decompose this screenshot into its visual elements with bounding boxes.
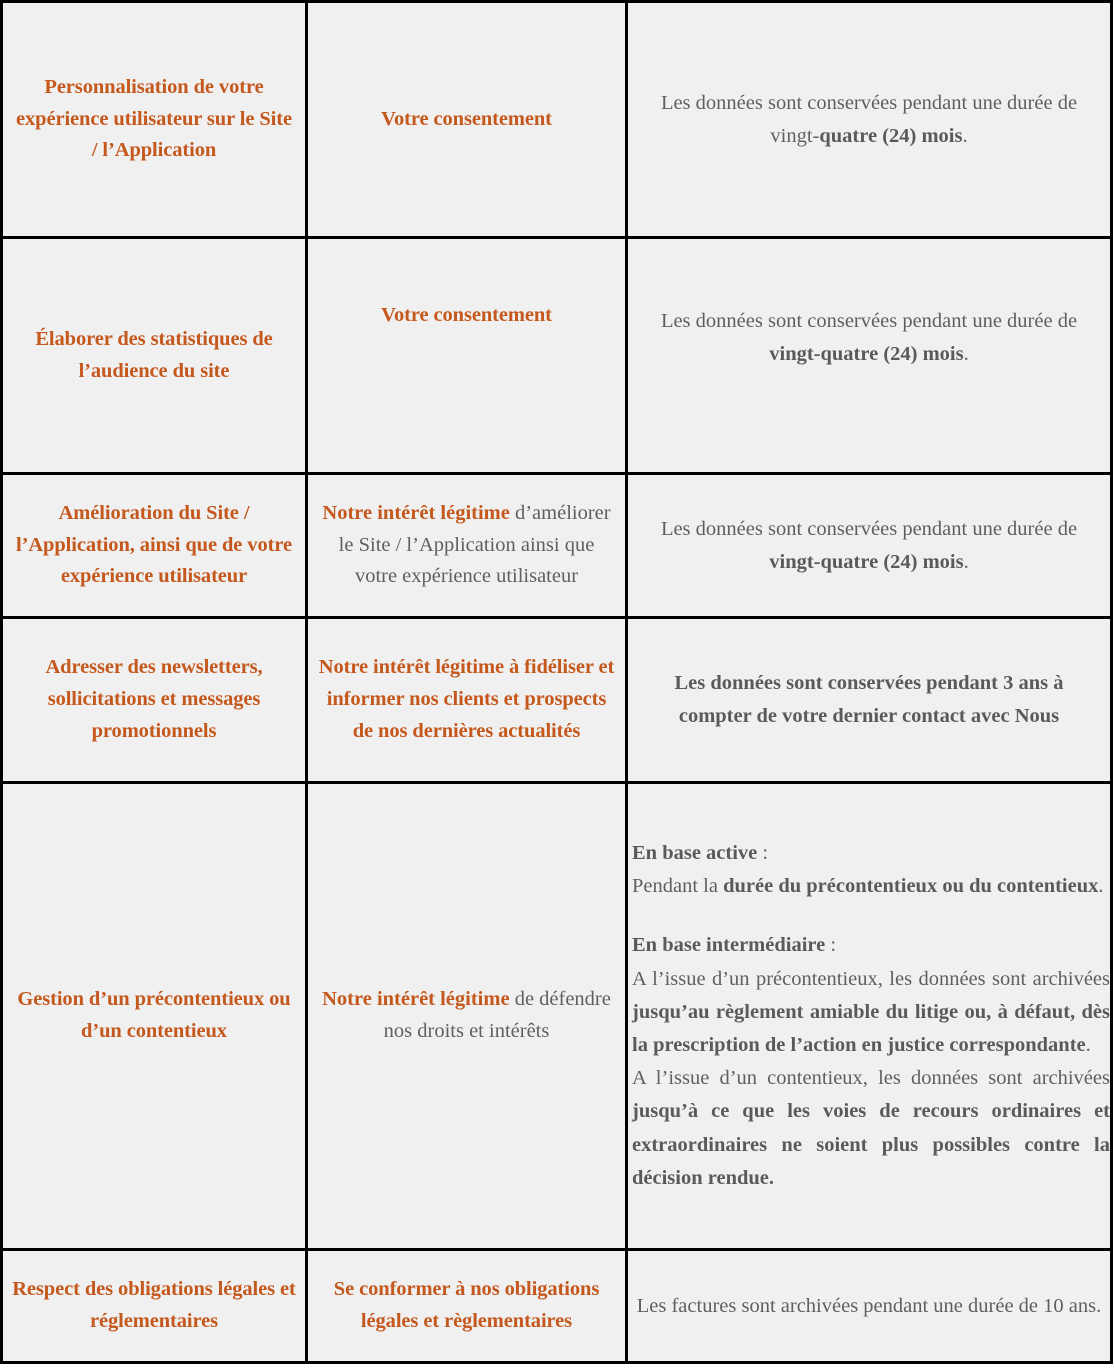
retention-p1-emphasis: jusqu’au règlement amiable du litige ou, à défaut, dès la prescription de l’action en justice correspondante bbox=[632, 1000, 1110, 1056]
retention-tail: . bbox=[963, 550, 969, 573]
cell-retention bbox=[627, 783, 1112, 1250]
table-row bbox=[2, 783, 1112, 1250]
retention-precontentieux-paragraph bbox=[632, 963, 1110, 1063]
cell-retention bbox=[627, 1250, 1112, 1363]
retention-text bbox=[636, 1290, 1102, 1323]
retention-lead: Les factures sont archivées pendant une durée de 10 ans. bbox=[636, 1294, 1102, 1317]
retention-emphasis: Les données sont conservées pendant 3 ans à compter de votre dernier contact avec Nous bbox=[674, 672, 1064, 727]
retention-p2-lead: A l’issue d’un contentieux, les données sont archivées bbox=[632, 1067, 1110, 1090]
retention-text bbox=[636, 667, 1102, 733]
cell-purpose bbox=[2, 238, 307, 474]
cell-purpose bbox=[2, 474, 307, 618]
retention-active-tail: . bbox=[1098, 875, 1104, 898]
legal-basis-rest: d’améliorer le Site / l’Application ainsi que votre expérience utilisateur bbox=[338, 501, 611, 588]
cell-purpose bbox=[2, 1250, 307, 1363]
cell-legal-basis bbox=[307, 238, 627, 474]
purpose-text: Respect des obligations légales et réglementaires bbox=[12, 1278, 296, 1332]
retention-text bbox=[636, 87, 1102, 153]
cell-legal-basis bbox=[307, 2, 627, 238]
retention-active-lead: Pendant la bbox=[632, 875, 724, 898]
legal-basis-text: Se conformer à nos obligations légales et règlementaires bbox=[333, 1278, 600, 1332]
legal-basis-text: Notre intérêt légitime à fidéliser et informer nos clients et prospects de nos dernières actualités bbox=[318, 656, 615, 742]
retention-emphasis: vingt-quatre (24) mois bbox=[769, 550, 964, 573]
retention-text bbox=[636, 513, 1102, 579]
table-row bbox=[2, 618, 1112, 783]
legal-basis-highlight: Notre intérêt légitime bbox=[322, 501, 510, 524]
cell-purpose bbox=[2, 783, 307, 1250]
retention-contentieux-paragraph bbox=[632, 1062, 1110, 1195]
retention-p1-tail: . bbox=[1085, 1034, 1091, 1056]
purpose-text: Amélioration du Site / l’Application, ainsi que de votre expérience utilisateur bbox=[16, 501, 292, 588]
retention-active-emphasis: durée du précontentieux ou du contentieux bbox=[723, 875, 1099, 898]
purpose-text: Gestion d’un précontentieux ou d’un contentieux bbox=[17, 988, 291, 1042]
table-row bbox=[2, 238, 1112, 474]
retention-active-heading bbox=[632, 837, 1110, 870]
legal-basis-highlight: Notre intérêt légitime bbox=[322, 988, 510, 1011]
cell-retention bbox=[627, 2, 1112, 238]
retention-active-body bbox=[632, 870, 1110, 903]
retention-lead: Les données sont conservées pendant une durée de bbox=[660, 517, 1078, 540]
retention-tail: . bbox=[963, 342, 969, 365]
retention-lead: Les données sont conservées pendant une durée de bbox=[660, 309, 1078, 332]
cell-legal-basis bbox=[307, 474, 627, 618]
retention-active-colon: : bbox=[757, 841, 769, 864]
cell-retention bbox=[627, 618, 1112, 783]
paragraph-spacer bbox=[632, 903, 1110, 929]
legal-basis-text bbox=[316, 984, 617, 1048]
cell-retention bbox=[627, 238, 1112, 474]
cell-legal-basis bbox=[307, 783, 627, 1250]
legal-basis-text bbox=[316, 498, 617, 593]
retention-intermediate-label: En base intermédiaire bbox=[632, 934, 826, 957]
retention-emphasis: vingt-quatre (24) mois bbox=[769, 342, 964, 365]
table-row bbox=[2, 474, 1112, 618]
cell-purpose bbox=[2, 618, 307, 783]
cell-retention bbox=[627, 474, 1112, 618]
legal-basis-text: Votre consentement bbox=[381, 107, 552, 130]
table-row bbox=[2, 1250, 1112, 1363]
legal-basis-rest: de défendre nos droits et intérêts bbox=[383, 988, 611, 1042]
cell-legal-basis bbox=[307, 618, 627, 783]
retention-active-label: En base active bbox=[632, 841, 758, 864]
retention-emphasis: quatre (24) mois bbox=[819, 124, 963, 147]
cell-purpose bbox=[2, 2, 307, 238]
retention-text bbox=[636, 305, 1102, 371]
table-row bbox=[2, 2, 1112, 238]
purpose-text: Élaborer des statistiques de l’audience du site bbox=[35, 327, 273, 382]
retention-lead: Les données sont conservées pendant une durée de vingt- bbox=[660, 91, 1078, 147]
retention-p2-emphasis: jusqu’à ce que les voies de recours ordinaires et extraordinaires ne soient plus possibles contre la décision rendue. bbox=[632, 1100, 1110, 1189]
cell-legal-basis bbox=[307, 1250, 627, 1363]
purpose-text: Adresser des newsletters, sollicitations et messages promotionnels bbox=[45, 656, 263, 742]
retention-intermediate-heading bbox=[632, 929, 1110, 962]
legal-basis-text: Votre consentement bbox=[381, 303, 552, 326]
purpose-text: Personnalisation de votre expérience utilisateur sur le Site / l’Application bbox=[16, 75, 292, 162]
retention-p1-lead: A l’issue d’un précontentieux, les données sont archivées bbox=[632, 967, 1110, 990]
retention-tail: . bbox=[962, 124, 968, 147]
retention-intermediate-colon: : bbox=[825, 934, 837, 957]
retention-detail bbox=[632, 837, 1110, 1195]
